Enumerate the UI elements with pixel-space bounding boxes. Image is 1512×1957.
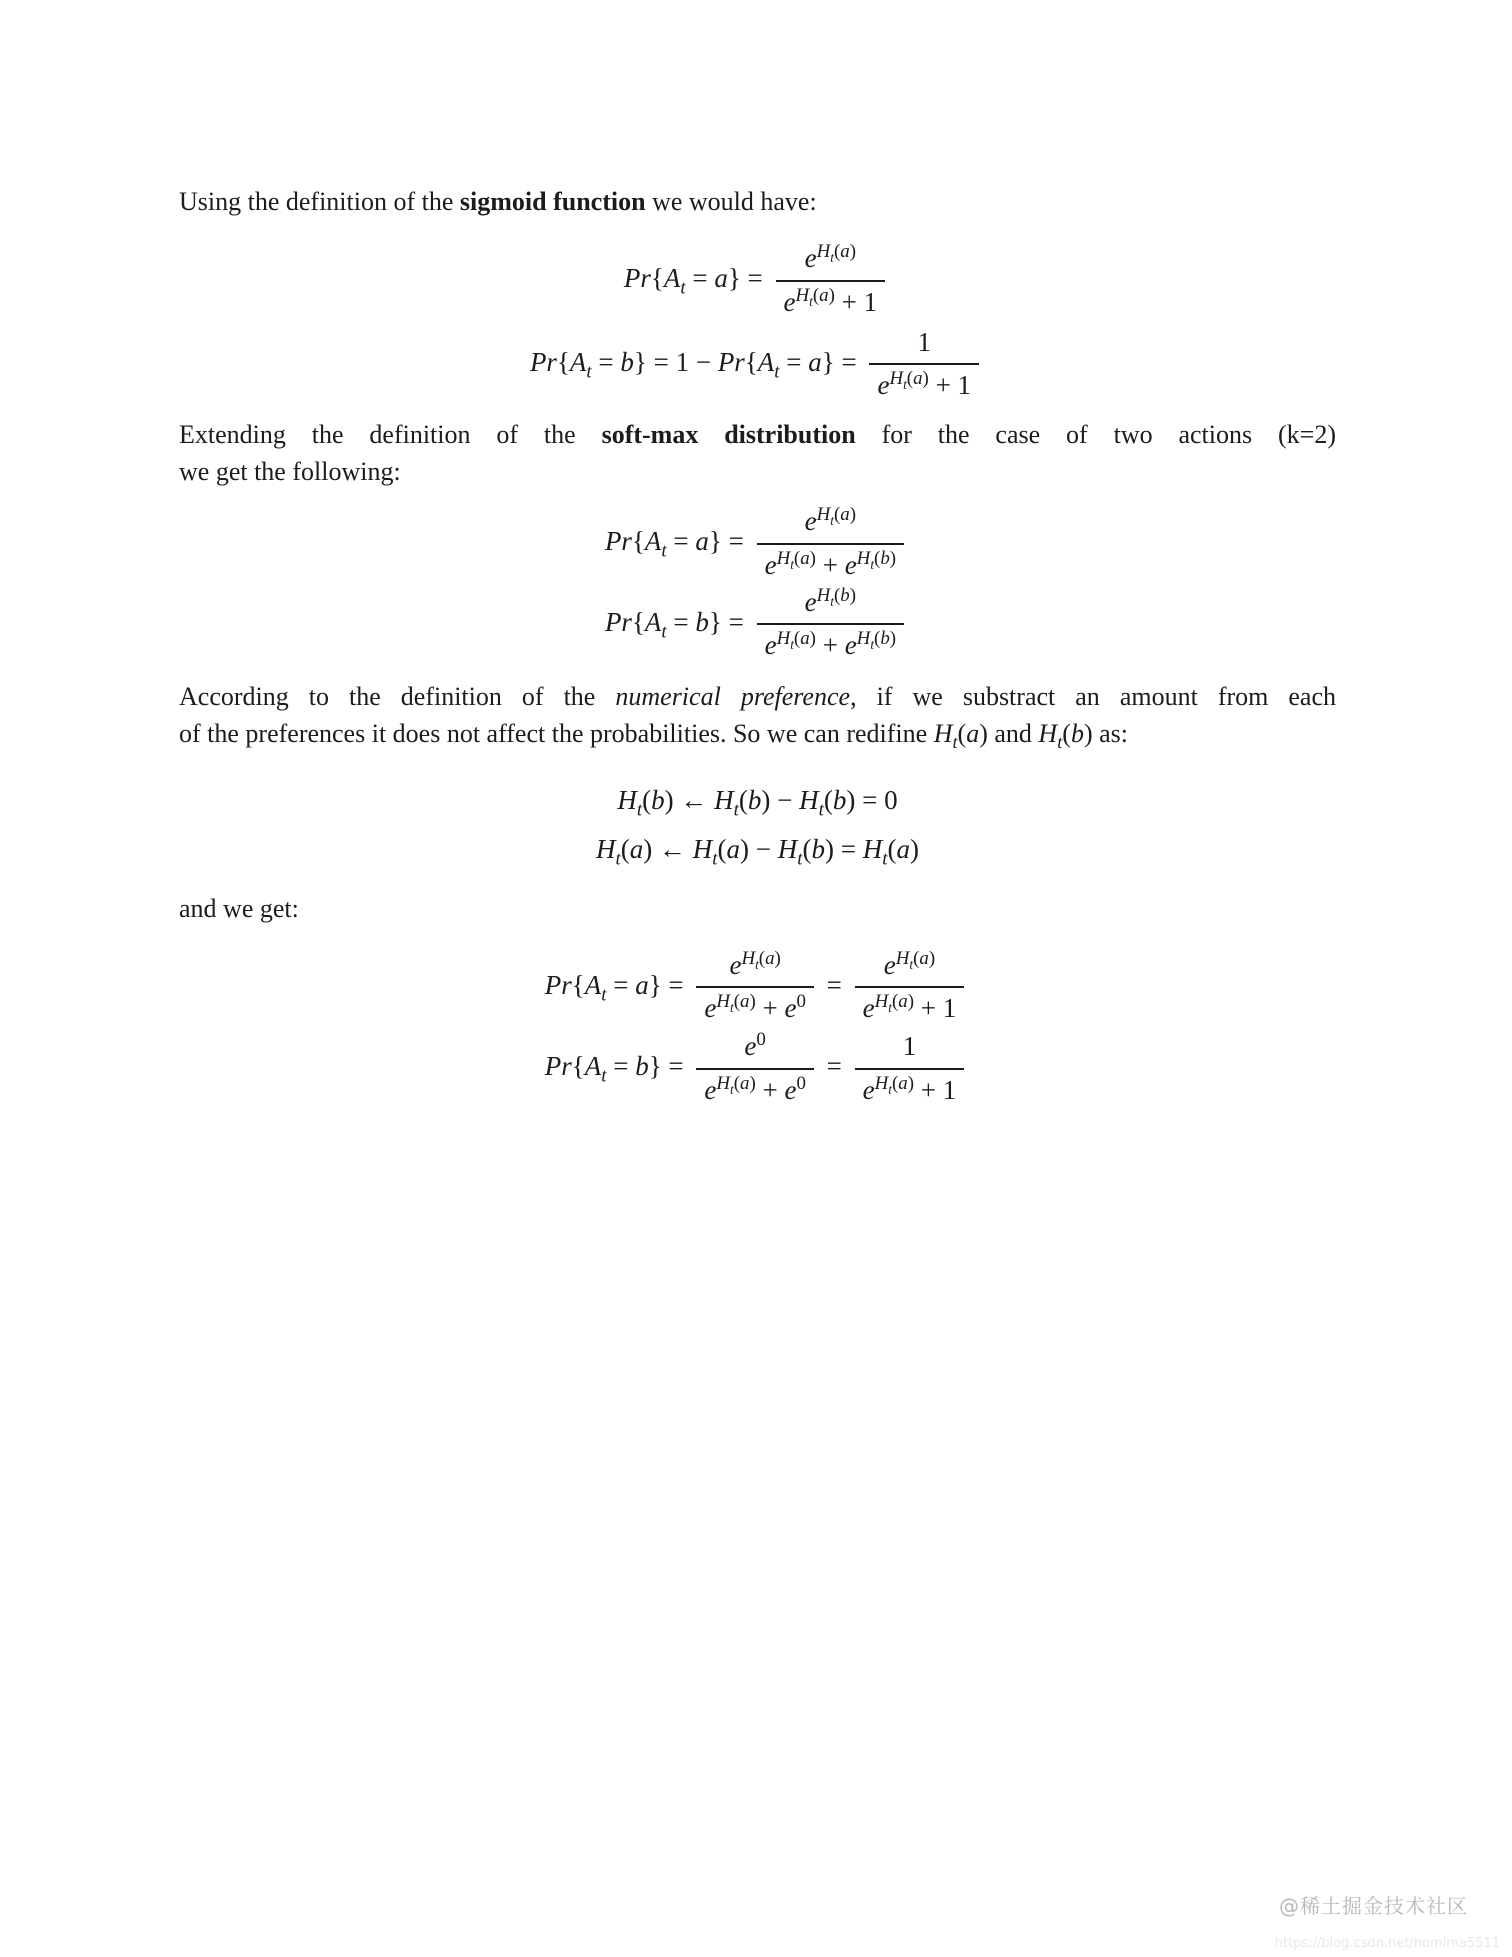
document-content [179, 183, 1336, 1108]
text-token: t [712, 848, 718, 870]
text-token: ( [906, 368, 914, 390]
text-token: we would have: [645, 187, 817, 216]
text-token: t [903, 377, 907, 393]
text-token: According to the definition of the [179, 682, 616, 711]
text-token: ( [733, 991, 740, 1013]
text-token: ( [891, 991, 899, 1013]
text-token: { [650, 262, 664, 293]
text-token: 0 [756, 1029, 766, 1050]
superscript [716, 991, 756, 1016]
fraction [869, 326, 979, 404]
text-token: t [888, 1081, 892, 1097]
superscript [795, 284, 835, 309]
text-token: H [692, 833, 713, 864]
superscript [796, 991, 805, 1012]
text-token: a [800, 547, 810, 569]
superscript [756, 1029, 765, 1050]
text-token: t [730, 1081, 734, 1097]
text-token: ) [907, 1072, 915, 1094]
text-token: H [776, 628, 791, 650]
text-token: { [631, 525, 645, 556]
text-token: e [744, 1031, 757, 1061]
text-token: ( [891, 1072, 899, 1094]
text-token: { [571, 969, 585, 1000]
text-token: t [830, 512, 834, 528]
text-token: ( [833, 241, 841, 262]
text-token: H [1038, 719, 1058, 748]
text-token: t [774, 360, 780, 382]
fraction [776, 242, 886, 320]
text-token: Pr [604, 525, 632, 556]
text-token: e [844, 549, 857, 580]
text-token: t [830, 249, 834, 265]
text-token: ) [761, 785, 771, 815]
paragraph-softmax [179, 416, 1336, 490]
text-token: A [644, 606, 662, 637]
text-token: } = [727, 262, 770, 293]
text-token: b [840, 584, 850, 606]
text-token: a [896, 833, 910, 864]
equation-softmax-pr-b [179, 586, 1336, 664]
text-token: sigmoid function [459, 187, 646, 216]
text-token: t [586, 360, 592, 382]
text-token: 1 [902, 1031, 917, 1061]
text-token: e [729, 949, 742, 980]
text-token: we get the following: [179, 457, 401, 486]
text-token: A [584, 969, 602, 1000]
text-token: + [815, 630, 845, 661]
text-token: + [815, 549, 845, 580]
text-token: ) [825, 833, 834, 864]
text-token: H [856, 547, 871, 569]
text-token: a [808, 346, 822, 377]
text-token: t [733, 799, 739, 821]
text-token: = [606, 969, 636, 1000]
text-token: and we get: [179, 893, 299, 923]
superscript [776, 628, 816, 653]
text-token: ) [922, 368, 929, 390]
text-token: b [811, 833, 825, 864]
text-token: e [804, 243, 817, 273]
text-token: ) [928, 947, 936, 969]
text-token: ) [849, 504, 856, 525]
text-token: H [933, 719, 953, 748]
text-token: + [755, 993, 785, 1024]
superscript [741, 947, 781, 972]
text-token: a [919, 947, 929, 969]
text-token: Pr [544, 969, 572, 1000]
text-line [179, 890, 1336, 927]
text-token: Pr [604, 606, 632, 637]
text-token: ( [1062, 719, 1071, 748]
text-token: H [856, 628, 871, 650]
text-token: + [755, 1074, 785, 1105]
equation-sigmoid-pr-a [179, 242, 1336, 320]
text-token: H [816, 584, 831, 606]
text-token: b [695, 606, 709, 637]
text-token: Pr [623, 262, 651, 293]
text-token: ( [957, 719, 967, 748]
text-token: } = [648, 969, 691, 1000]
text-token: t [615, 848, 621, 870]
text-token: b [651, 785, 665, 815]
text-token: } = [648, 1050, 691, 1081]
text-token: ( [833, 504, 841, 525]
text-token: a [898, 1072, 908, 1094]
fraction [855, 949, 965, 1027]
text-token: b [635, 1050, 649, 1081]
text-token: e [804, 586, 817, 617]
text-token: + 1 [914, 993, 957, 1024]
text-token: ) [979, 719, 988, 748]
text-token: { [631, 606, 645, 637]
text-token: t [636, 799, 643, 821]
text-token: H [716, 991, 731, 1013]
text-token: H [816, 504, 831, 525]
paragraph-intro-sigmoid [179, 183, 1336, 220]
text-token: ( [793, 547, 801, 569]
text-token: Pr [544, 1050, 572, 1081]
text-token: H [776, 547, 791, 569]
text-token: 0 [796, 1072, 806, 1094]
text-token: { [571, 1050, 585, 1081]
text-token: H [617, 785, 637, 815]
text-token: e [783, 286, 796, 317]
watermark-juejin: @稀土掘金技术社区 [1279, 1894, 1468, 1918]
text-token: ) [828, 284, 835, 306]
text-token: ← [673, 785, 715, 815]
text-token: H [799, 785, 819, 815]
superscript [796, 1073, 805, 1094]
paragraph-and-we-get [179, 890, 1336, 927]
fraction [696, 1030, 814, 1108]
text-token: Using the definition of the [179, 187, 460, 216]
text-token: ) [889, 547, 897, 569]
text-token: a [765, 947, 775, 969]
text-token: − [749, 833, 778, 864]
text-token: 0 [796, 991, 806, 1013]
text-token: a [740, 991, 750, 1013]
text-token: a [840, 504, 850, 525]
text-token: e [844, 630, 857, 661]
text-token: a [840, 241, 850, 262]
text-token: b [880, 628, 890, 650]
text-token: { [744, 346, 758, 377]
text-token: t [790, 637, 794, 653]
text-token: ( [874, 628, 881, 650]
text-token: A [663, 262, 681, 293]
text-token: t [661, 620, 667, 642]
text-token: + 1 [914, 1074, 957, 1105]
text-token: a [726, 833, 741, 864]
text-token: numerical preference [615, 682, 851, 711]
text-token: ) [774, 947, 781, 969]
text-token: = [819, 969, 849, 1000]
superscript [776, 547, 816, 572]
text-token: H [596, 833, 616, 864]
text-token: t [661, 540, 667, 562]
text-token: 1 [917, 326, 931, 357]
text-token: H [714, 785, 734, 815]
text-token: } = [821, 346, 864, 377]
text-token: t [730, 1000, 734, 1016]
text-token: b [832, 785, 847, 815]
paragraph-numerical-preference [179, 678, 1336, 752]
text-token: ) [809, 628, 816, 650]
text-token: ) [849, 241, 856, 262]
text-token: t [1057, 732, 1063, 753]
equation-redefine-h-a [179, 833, 1336, 870]
text-token: b [1070, 719, 1084, 748]
text-token: t [909, 956, 914, 972]
text-token: H [889, 368, 904, 390]
text-token: e [784, 1074, 797, 1105]
fraction [696, 949, 814, 1027]
text-token: } = [708, 606, 751, 637]
text-token: ) [740, 833, 750, 864]
text-token: a [629, 833, 644, 864]
watermark-url: https://blog.csdn.net/homima5511 [1274, 1936, 1500, 1951]
equation-softmax-pr-a [179, 505, 1336, 583]
text-token: A [584, 1050, 602, 1081]
superscript [856, 628, 897, 653]
text-token: } = 1 − [633, 346, 718, 377]
text-token: t [952, 732, 958, 753]
equation-result-pr-a [179, 949, 1336, 1027]
text-line [179, 715, 1336, 752]
text-token: t [601, 983, 607, 1005]
text-token: ( [802, 833, 812, 864]
superscript [889, 368, 929, 393]
text-token: b [620, 346, 634, 377]
text-token: H [716, 1072, 731, 1094]
text-token: Pr [717, 346, 745, 377]
text-token: t [830, 593, 834, 609]
text-token: } = [708, 525, 751, 556]
fraction [757, 586, 904, 664]
text-token: Pr [529, 346, 557, 377]
text-token: , if we substract an amount from each [850, 682, 1337, 711]
equation-redefine-h-b [179, 784, 1336, 821]
text-token: t [818, 799, 824, 821]
text-token: A [644, 525, 662, 556]
text-token: t [888, 1000, 892, 1016]
text-token: e [784, 993, 797, 1024]
text-token: ( [642, 785, 652, 815]
fraction [855, 1030, 965, 1108]
text-token: H [795, 284, 810, 306]
text-token: e [764, 549, 777, 580]
text-token: ) [909, 833, 919, 864]
text-line [179, 678, 1336, 715]
text-token: ) [907, 991, 915, 1013]
text-token: t [809, 293, 813, 309]
text-token: ) [849, 584, 856, 606]
text-token: soft-max distribution [601, 420, 856, 449]
text-token: { [556, 346, 570, 377]
text-token: ) [809, 547, 816, 569]
text-token: e [704, 1074, 717, 1105]
text-token: ← [652, 833, 693, 864]
text-token: ( [812, 284, 820, 306]
text-token: A [757, 346, 775, 377]
superscript [816, 504, 856, 528]
text-token: t [797, 848, 803, 870]
superscript [874, 1072, 915, 1097]
text-token: ) [749, 1072, 756, 1094]
text-token: a [966, 719, 980, 748]
text-token: = [819, 1050, 849, 1081]
text-token: ) [889, 628, 897, 650]
text-token: e [862, 1074, 875, 1105]
text-token: ( [913, 947, 920, 969]
text-line [179, 416, 1336, 453]
text-token: a [913, 368, 923, 390]
superscript [895, 947, 936, 972]
text-token: e [877, 370, 890, 401]
text-token: ) [749, 991, 756, 1013]
superscript [716, 1072, 756, 1097]
text-line [179, 453, 1336, 490]
text-token: t [680, 277, 686, 299]
equation-sigmoid-pr-b [179, 326, 1336, 404]
equation-result-pr-b [179, 1030, 1336, 1108]
text-token: = [666, 525, 696, 556]
text-token: a [635, 969, 649, 1000]
text-token: and [987, 719, 1039, 748]
text-token: = [685, 262, 715, 293]
text-line [179, 183, 1336, 220]
superscript [856, 547, 897, 572]
text-token: t [870, 556, 875, 572]
text-token: ) [846, 785, 856, 815]
text-token: H [874, 991, 889, 1013]
text-token: t [870, 637, 875, 653]
superscript [874, 991, 915, 1016]
text-token: e [764, 630, 777, 661]
text-token: e [704, 993, 717, 1024]
text-token: t [790, 556, 794, 572]
text-token: = [606, 1050, 636, 1081]
text-token: ( [833, 584, 841, 606]
text-token: b [880, 547, 890, 569]
text-token: ( [874, 547, 881, 569]
text-token: H [874, 1072, 889, 1094]
text-token: e [804, 506, 817, 536]
text-token: a [740, 1072, 750, 1094]
text-token: A [569, 346, 587, 377]
text-token: ( [738, 785, 748, 815]
text-token: ) [643, 833, 653, 864]
text-token: t [882, 848, 888, 870]
text-token: of the preferences it does not affect the probabilities. So we can redifine [179, 719, 934, 748]
text-token: ) [1083, 719, 1093, 748]
text-token: as: [1092, 719, 1128, 748]
text-token: + 1 [928, 370, 972, 401]
text-token: = [666, 606, 696, 637]
text-token: a [695, 525, 709, 556]
text-token: t [755, 956, 759, 972]
text-token: ) [664, 785, 674, 815]
text-token: a [898, 991, 908, 1013]
text-token: ( [823, 785, 833, 815]
text-token: = 0 [855, 785, 898, 815]
text-token: e [883, 949, 896, 980]
text-token: ( [887, 833, 897, 864]
fraction [757, 505, 904, 583]
text-token: ( [717, 833, 727, 864]
text-token: + 1 [834, 286, 878, 317]
text-token: H [741, 947, 756, 969]
text-token: H [816, 241, 831, 262]
text-token: a [714, 262, 728, 293]
text-token: = [591, 346, 621, 377]
text-token: = [779, 346, 809, 377]
text-token: ( [733, 1072, 740, 1094]
text-token: ( [793, 628, 801, 650]
text-token: for the case of two actions (k=2) [855, 420, 1336, 449]
text-token: ( [758, 947, 766, 969]
text-token: − [770, 785, 800, 815]
text-token: H [777, 833, 798, 864]
text-token: b [747, 785, 762, 815]
text-token: H [895, 947, 910, 969]
text-token: t [601, 1065, 607, 1087]
text-token: a [800, 628, 810, 650]
text-token: Extending the definition of the [179, 420, 602, 449]
text-token: e [862, 993, 875, 1024]
superscript [816, 584, 856, 609]
text-token: H [862, 833, 883, 864]
text-token: = [834, 833, 863, 864]
superscript [816, 241, 856, 265]
text-token: ( [620, 833, 630, 864]
text-token: a [819, 284, 829, 306]
